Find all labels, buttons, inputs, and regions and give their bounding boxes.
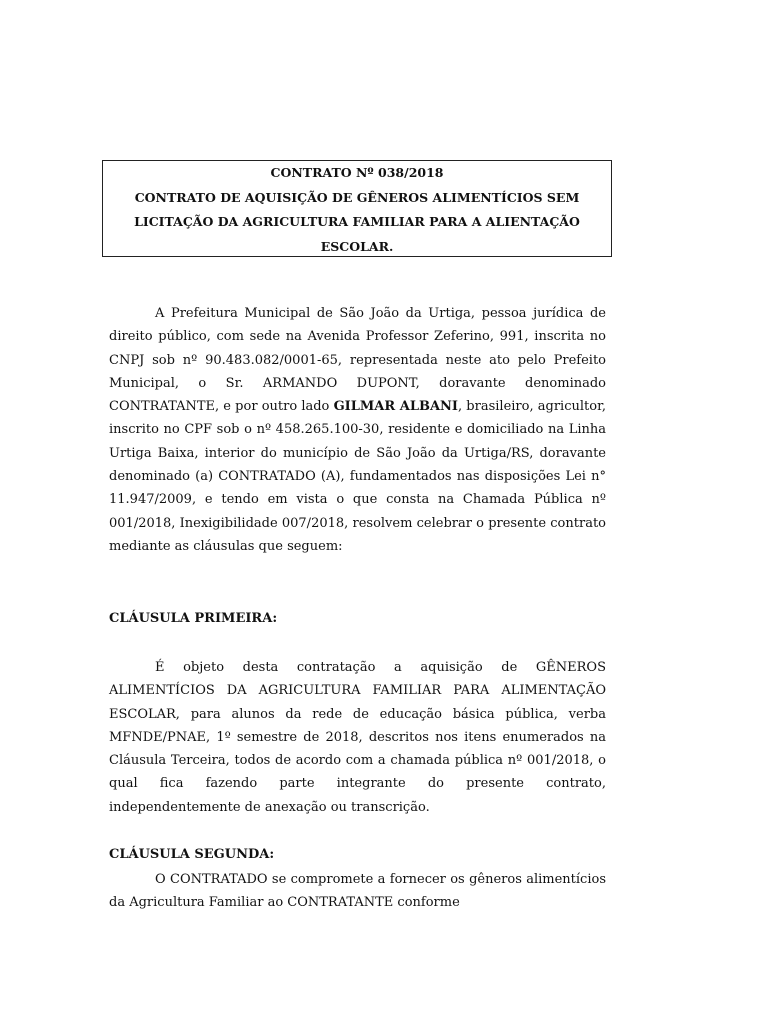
clause2-heading: CLÁUSULA SEGUNDA: <box>109 847 275 862</box>
contract-title-line: ESCOLAR. <box>320 238 394 254</box>
contract-title-line: CONTRATO DE AQUISIÇÃO DE GÊNEROS ALIMENTÍCIOS SEM <box>134 189 580 205</box>
clause2-paragraph <box>109 868 606 915</box>
clause1-text: É objeto desta contratação a aquisição de GÊNEROS ALIMENTÍCIOS DA AGRICULTURA FAMILIAR PARA ALIMENTAÇÃO ESCOLAR, para alunos da rede de educação básica pública, verba MFNDE/PNAE, 1º semestre de 2018, descritos nos itens enumerados na Cláusula Terceira, todos de acordo com a chamada pública nº 001/2018, o qual fica fazendo parte integrante do presente contrato, independentemente de anexação ou transcrição. <box>109 660 606 815</box>
intro-text-before: A Prefeitura Municipal de São João da Urtiga, pessoa jurídica de direito público, com sede na Avenida Professor Zeferino, 991, inscrita no CNPJ sob nº 90.483.082/0001-65, representada neste ato pelo Prefeito Municipal, o Sr. ARMANDO DUPONT, doravante denominado CONTRATANTE, e por outro lado <box>109 306 606 415</box>
clause1-heading: CLÁUSULA PRIMEIRA: <box>109 611 278 626</box>
clause1-paragraph <box>109 656 606 819</box>
contract-title-box <box>102 160 612 257</box>
intro-text-after: , brasileiro, agricultor, inscrito no CPF sob o nº 458.265.100-30, residente e domiciliado na Linha Urtiga Baixa, interior do município de São João da Urtiga/RS, doravante denominado (a) CONTRATADO (A), fundamentados nas disposições Lei n° 11.947/2009, e tendo em vista o que consta na Chamada Pública nº 001/2018, Inexigibilidade 007/2018, resolvem celebrar o presente contrato mediante as cláusulas que seguem: <box>109 399 606 554</box>
clause2-text: O CONTRATADO se compromete a fornecer os gêneros alimentícios da Agricultura Familiar ao CONTRATANTE conforme <box>109 872 606 911</box>
intro-paragraph <box>109 302 606 558</box>
contract-title-line: LICITAÇÃO DA AGRICULTURA FAMILIAR PARA A ALIENTAÇÃO <box>134 214 580 229</box>
contract-number: CONTRATO Nº 038/2018 <box>270 165 444 180</box>
contractor-name: GILMAR ALBANI <box>333 399 458 415</box>
